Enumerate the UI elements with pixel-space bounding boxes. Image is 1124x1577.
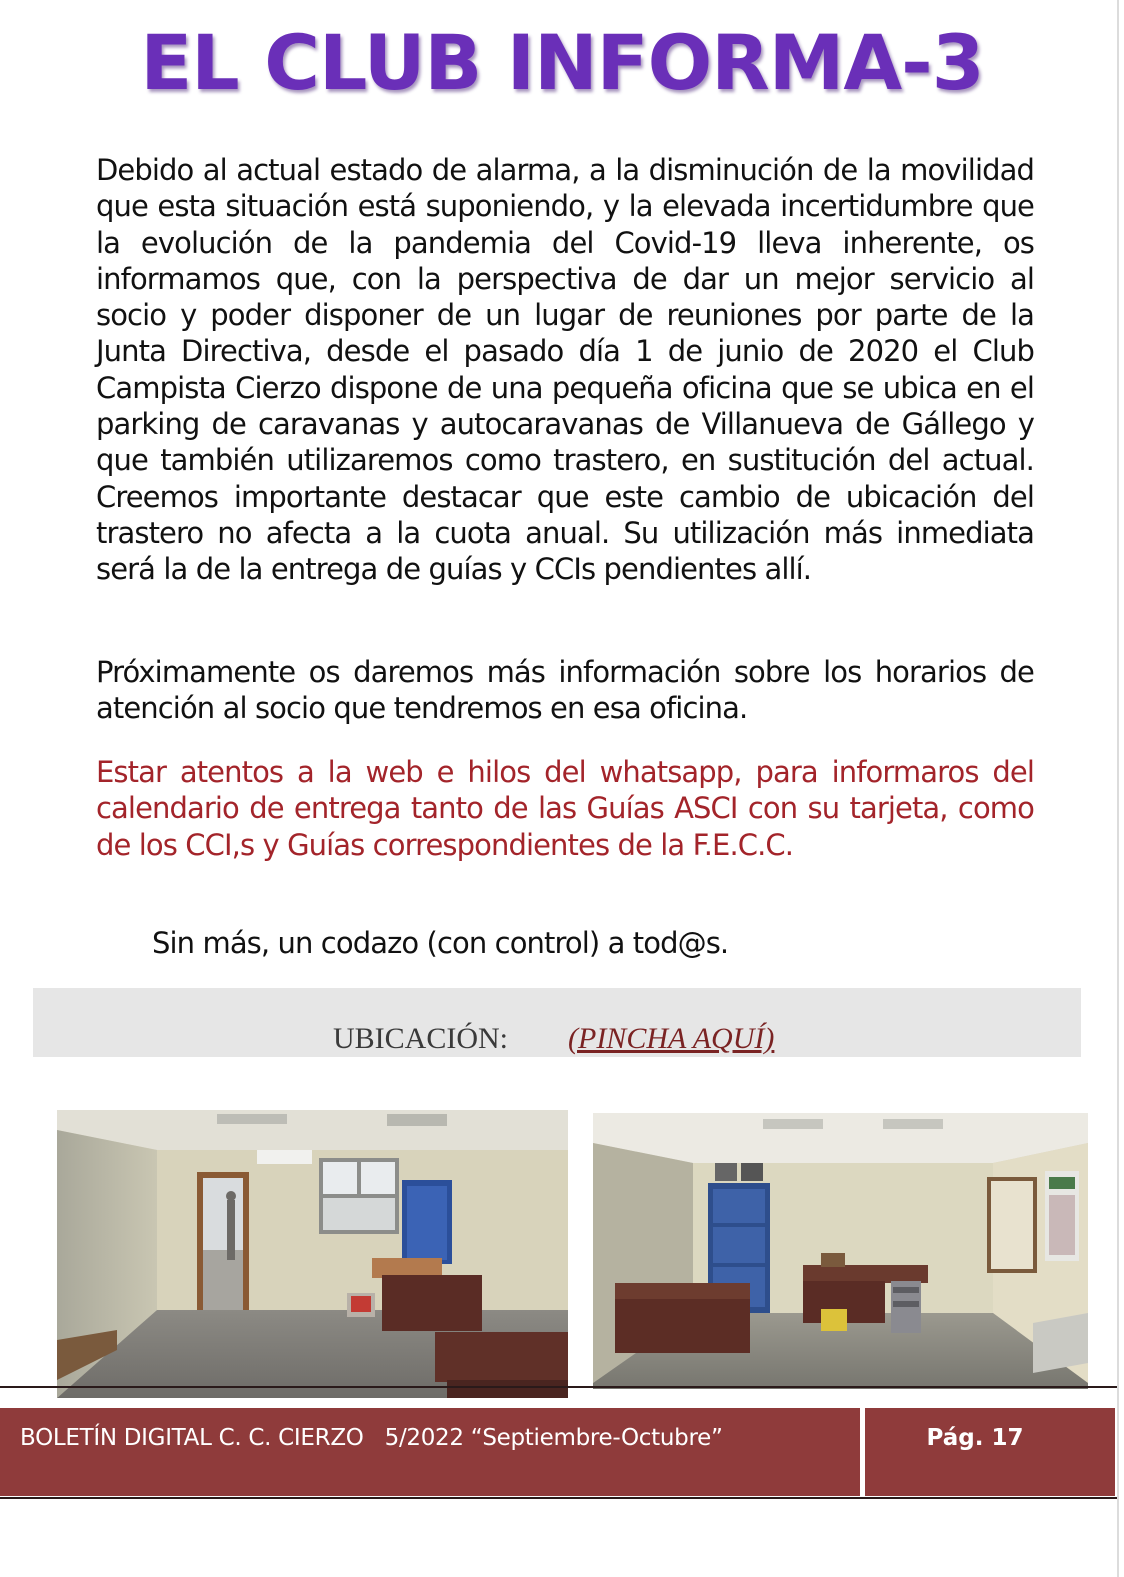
- office-photo-desks: [593, 1113, 1088, 1389]
- footer-page-number: Pág. 17: [926, 1425, 1024, 1451]
- footer-bottom-rule: [0, 1497, 1117, 1499]
- location-label: UBICACIÓN:: [333, 1022, 509, 1055]
- paragraph-announcement: Debido al actual estado de alarma, a la disminución de la movilidad que esta situación está suponiendo, y la elevada incertidumbre que la evolución de la pandemia del Covid-19 lleva inherente, os informamos que, con la perspectiva de dar un mejor servicio al socio y poder disponer de un lugar de reuniones por parte de la Junta Directiva, desde el pasado día 1 de junio de 2020 el Club Campista Cierzo dispone de una pequeña oficina que se ubica en el parking de caravanas y autocaravanas de Villanueva de Gállego y que también utilizaremos como trastero, en sustitución del actual. Creemos importante destacar que este cambio de ubicación del trastero no afecta a la cuota anual. Su utilización más inmediata será la de la entrega de guías y CCIs pendientes allí.: [96, 153, 1034, 587]
- office-photo-door: [57, 1110, 568, 1398]
- footer-bulletin-text: BOLETÍN DIGITAL C. C. CIERZO 5/2022 “Septiembre-Octubre”: [20, 1425, 723, 1451]
- location-bar: [33, 988, 1081, 1057]
- location-link[interactable]: (PINCHA AQUÍ): [568, 1022, 775, 1055]
- footer-top-rule: [0, 1386, 1117, 1388]
- page-edge: [1117, 0, 1119, 1577]
- page-title: EL CLUB INFORMA-3: [140, 18, 984, 107]
- paragraph-schedule: Próximamente os daremos más información sobre los horarios de atención al socio que tendremos en esa oficina.: [96, 655, 1034, 726]
- paragraph-notice: Estar atentos a la web e hilos del whatsapp, para informaros del calendario de entrega tanto de las Guías ASCI con su tarjeta, como de los CCI,s y Guías correspondientes de la F.E.C.C.: [96, 755, 1034, 862]
- paragraph-closing: Sin más, un codazo (con control) a tod@s.: [152, 926, 729, 960]
